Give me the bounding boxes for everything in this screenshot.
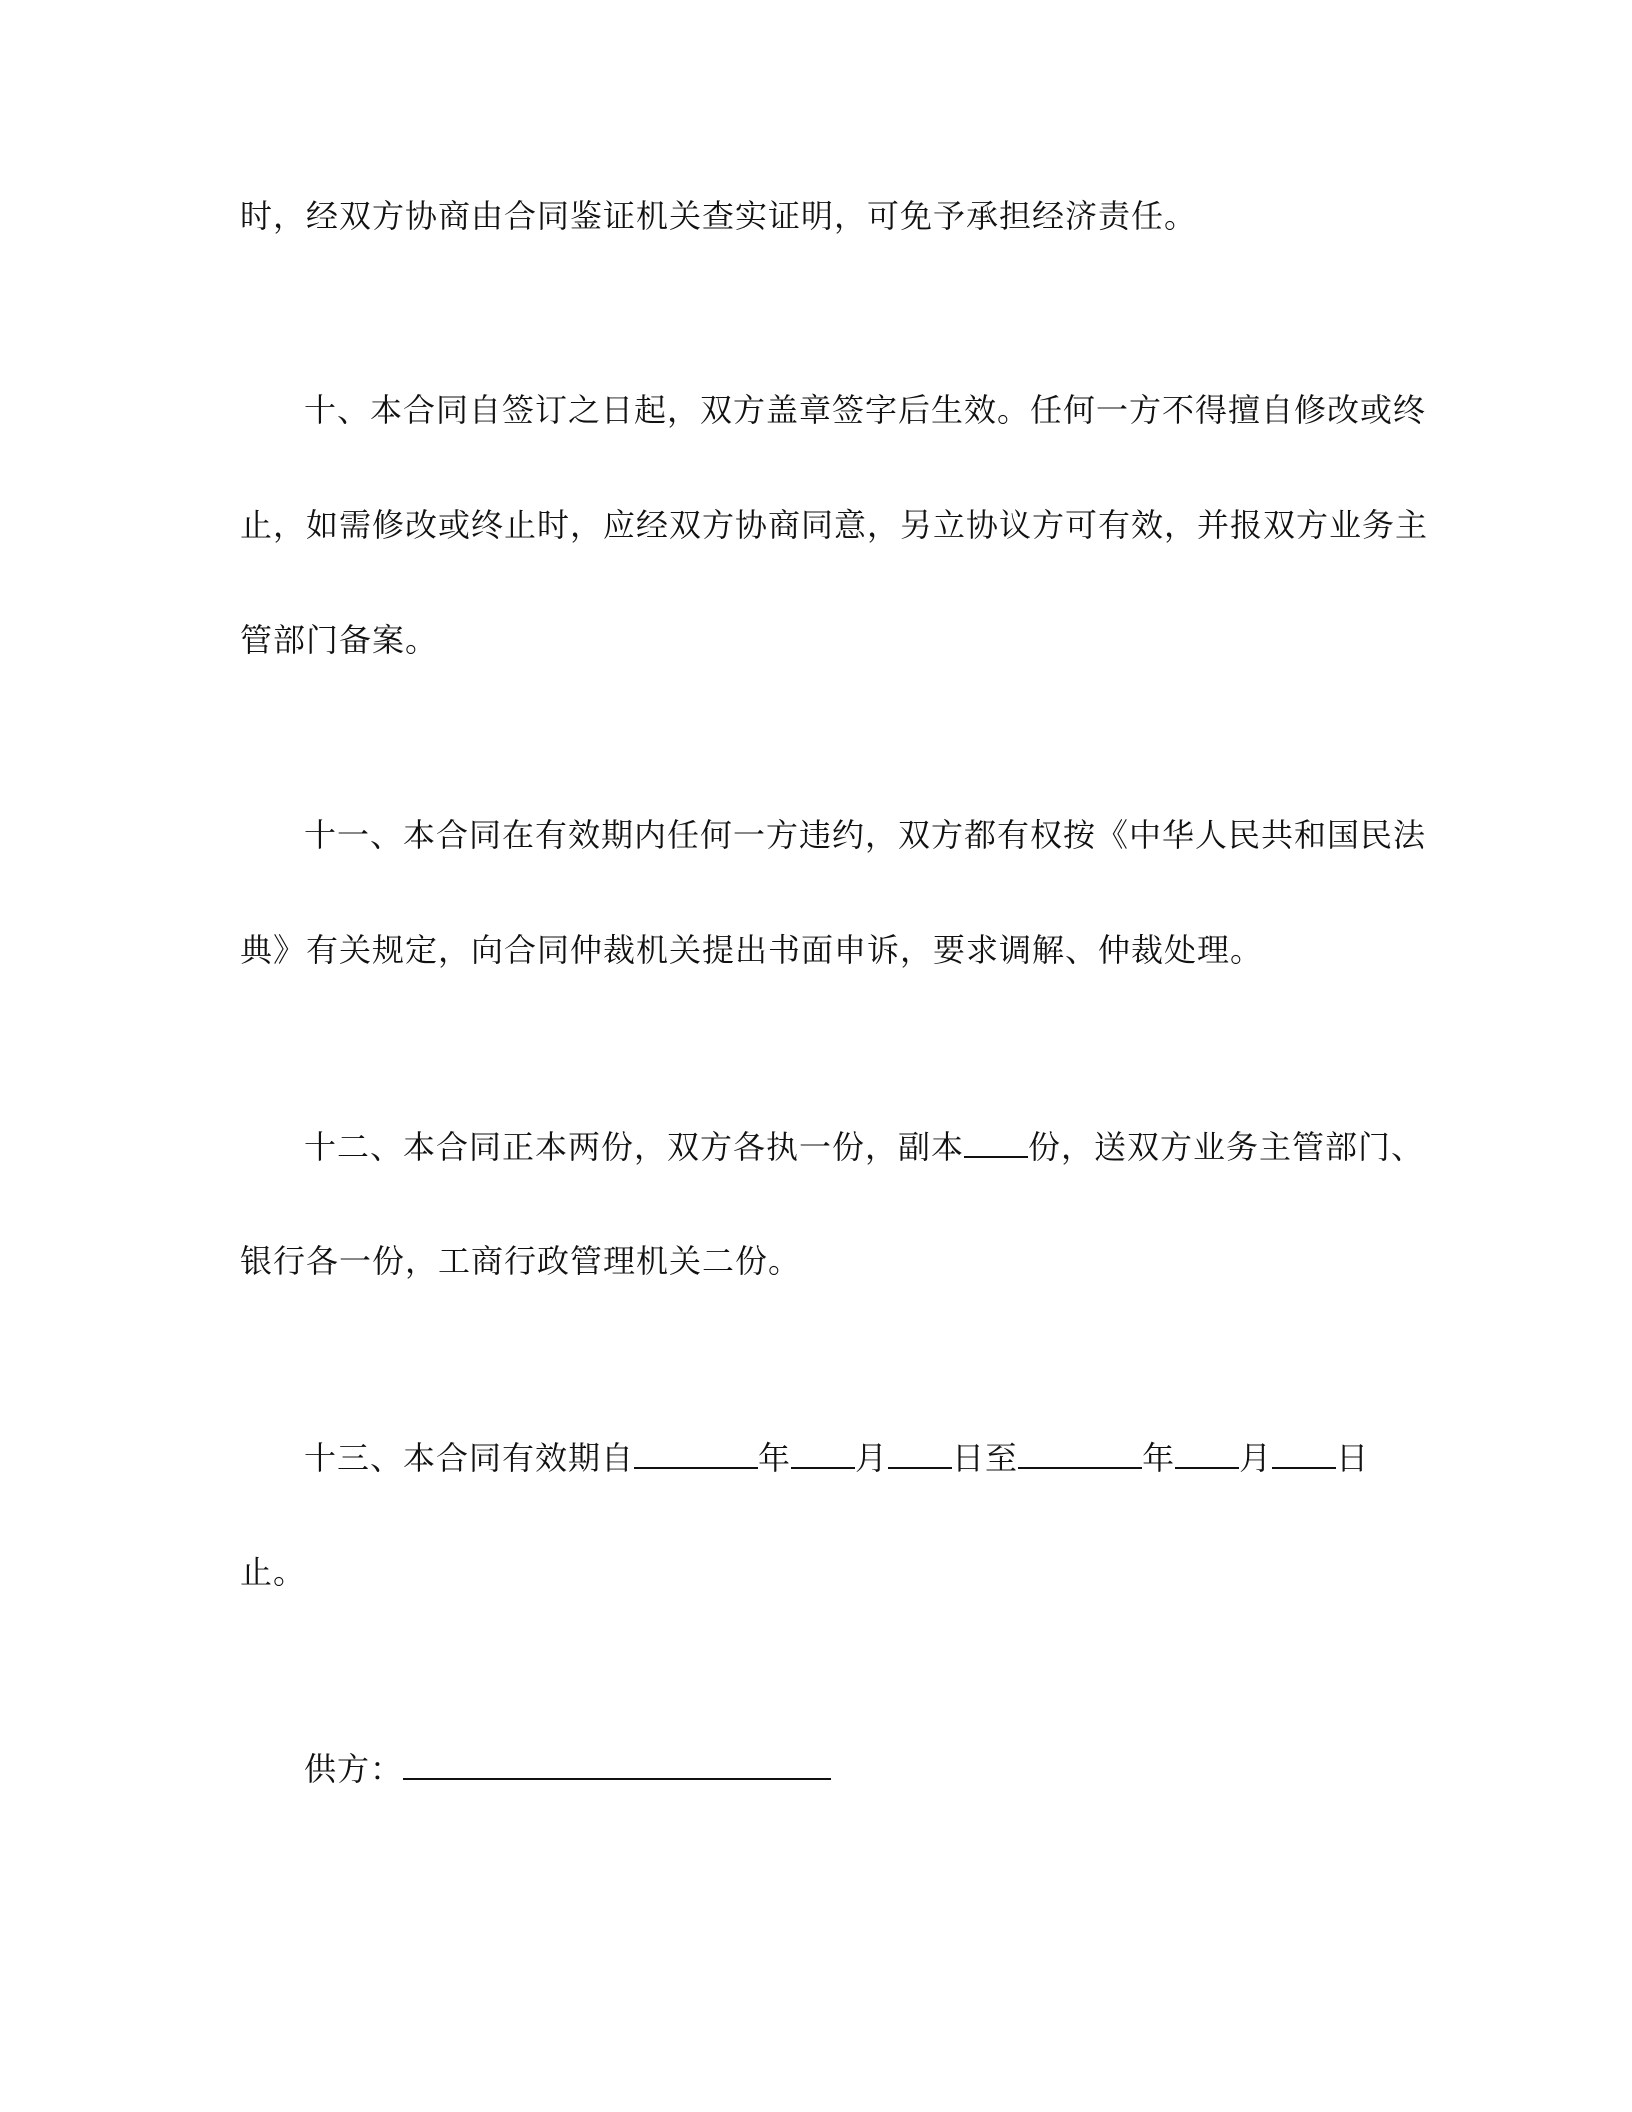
clause-11-line-1: 十一、本合同在有效期内任何一方违约，双方都有权按《中华人民共和国民法	[304, 816, 1427, 854]
clause-12-text-b: 份，送双方业务主管部门、	[1028, 1128, 1425, 1166]
clause-12-line-2: 银行各一份，工商行政管理机关二份。	[240, 1242, 802, 1280]
clause-13-prefix: 十三、本合同有效期自	[304, 1439, 635, 1477]
clause-12-text-a: 十二、本合同正本两份，双方各执一份，副本	[304, 1128, 965, 1166]
clause-13-line-1	[304, 1437, 1369, 1478]
start-day-blank[interactable]	[888, 1437, 952, 1469]
clause-12-line-1	[304, 1126, 1424, 1167]
end-day-blank[interactable]	[1272, 1437, 1336, 1469]
clause-13-year-1: 年	[758, 1439, 792, 1477]
clause-13-month-2: 月	[1239, 1439, 1273, 1477]
clause-11-line-2: 典》有关规定，向合同仲裁机关提出书面申诉，要求调解、仲裁处理。	[240, 931, 1264, 969]
clause-10-line-2: 止，如需修改或终止时，应经双方协商同意，另立协议方可有效，并报双方业务主	[240, 506, 1429, 544]
end-year-blank[interactable]	[1018, 1437, 1142, 1469]
supplier-signature-blank[interactable]	[403, 1748, 831, 1780]
clause-13-line-2: 止。	[240, 1553, 307, 1591]
start-month-blank[interactable]	[791, 1437, 855, 1469]
clause-10-line-1: 十、本合同自签订之日起，双方盖章签字后生效。任何一方不得擅自修改或终	[304, 391, 1427, 429]
start-year-blank[interactable]	[634, 1437, 758, 1469]
clause-13-day-to: 日至	[952, 1439, 1019, 1477]
clause-13-year-2: 年	[1142, 1439, 1176, 1477]
copies-blank[interactable]	[964, 1126, 1028, 1158]
end-month-blank[interactable]	[1175, 1437, 1239, 1469]
clause-9-tail: 时，经双方协商由合同鉴证机关查实证明，可免予承担经济责任。	[240, 197, 1198, 235]
clause-10-line-3: 管部门备案。	[240, 621, 439, 659]
supplier-label: 供方：	[304, 1750, 404, 1788]
clause-13-month-1: 月	[855, 1439, 889, 1477]
clause-13-day-2: 日	[1336, 1439, 1370, 1477]
supplier-signature-line	[304, 1748, 831, 1789]
